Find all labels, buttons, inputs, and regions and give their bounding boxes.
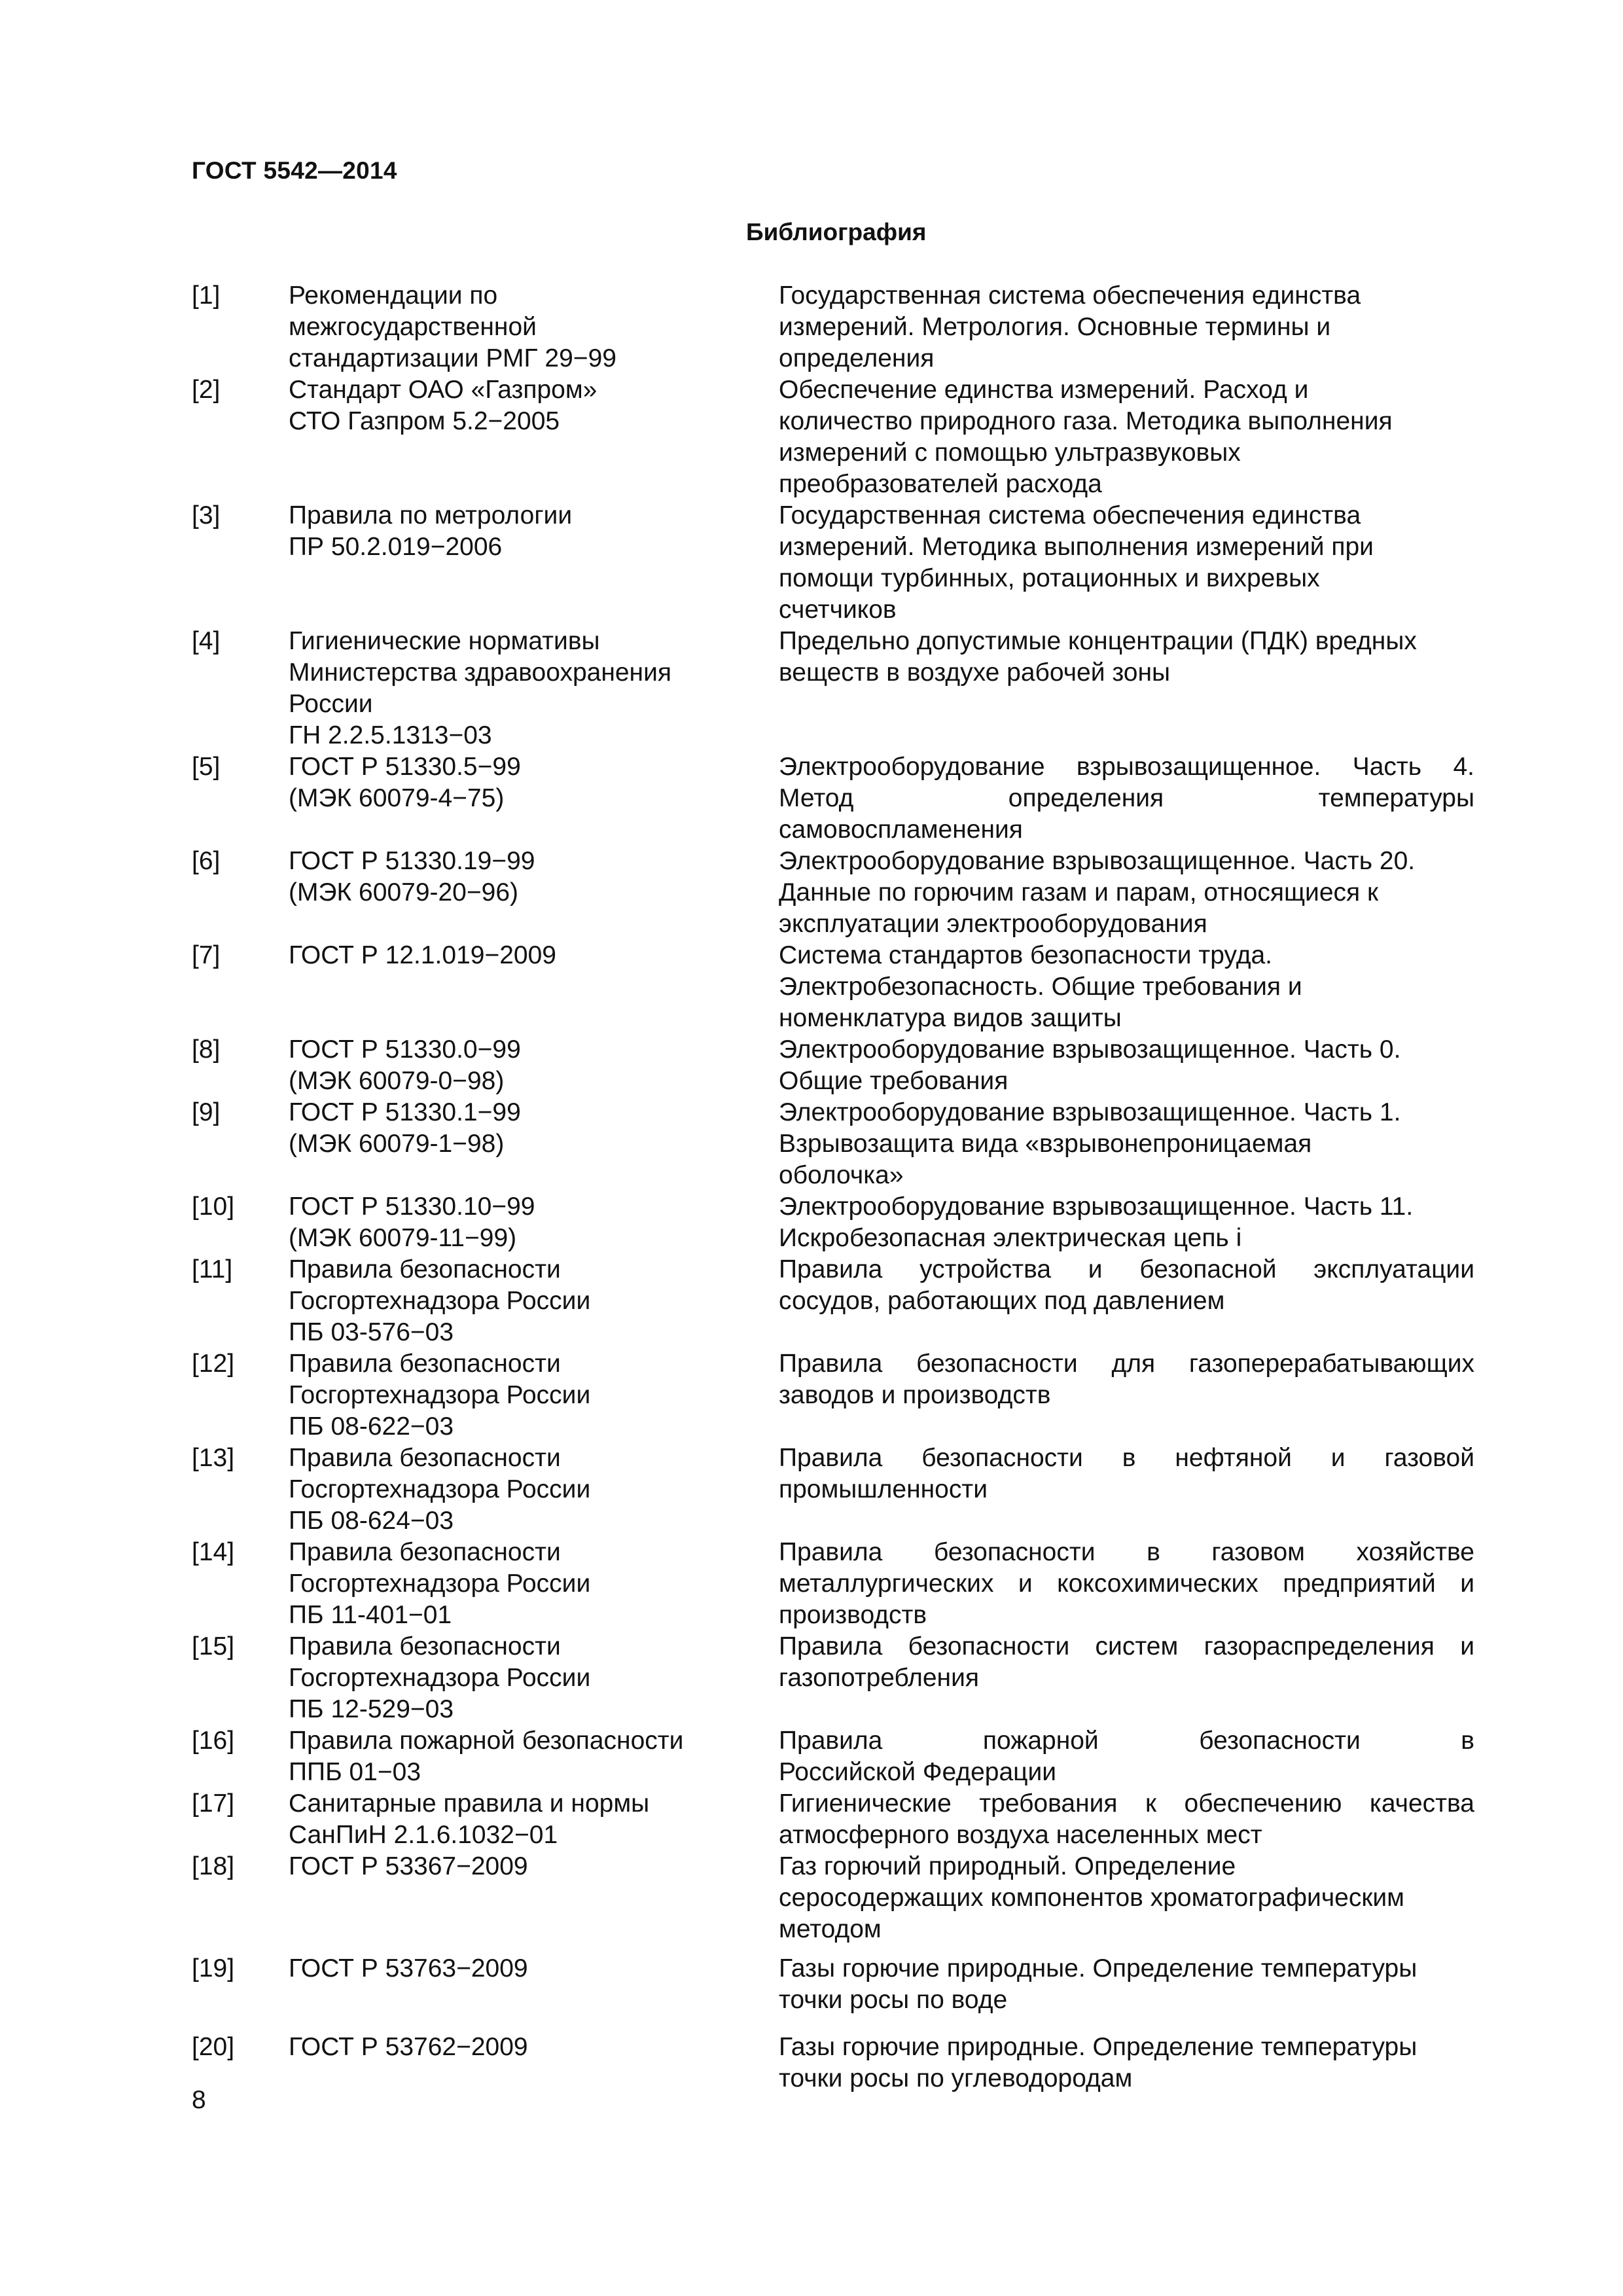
entry-description [779, 1348, 1474, 1411]
entry-description-line: Правила безопасности в нефтяной и газовой [779, 1444, 1474, 1472]
entry-number: [4] [192, 627, 221, 655]
bibliography-entry [192, 1953, 1474, 2032]
entry-source-line: Правила безопасности [289, 1538, 561, 1566]
entry-number: [20] [192, 2033, 235, 2061]
entry-description [779, 1851, 1474, 1945]
entry-description [779, 374, 1474, 500]
entry-source-line: Правила безопасности [289, 1350, 561, 1378]
entry-description [779, 1034, 1474, 1097]
entry-description-line: заводов и производств [779, 1381, 1051, 1409]
entry-description-line: Электрооборудование взрывозащищенное. Часть 1. [779, 1098, 1401, 1126]
bibliography-entry [192, 1631, 1474, 1725]
bibliography-entry [192, 1443, 1474, 1537]
entry-description [779, 280, 1474, 374]
bibliography-entry [192, 1725, 1474, 1788]
bibliography-entry [192, 1254, 1474, 1348]
entry-description-line: Государственная система обеспечения единства [779, 501, 1361, 529]
entry-number: [16] [192, 1727, 235, 1755]
entry-description [779, 626, 1474, 689]
entry-number: [6] [192, 847, 221, 875]
entry-source-line: России [289, 690, 373, 718]
entry-number: [8] [192, 1035, 221, 1064]
entry-source-line: ППБ 01−03 [289, 1758, 421, 1786]
entry-description-line: эксплуатации электрооборудования [779, 910, 1207, 938]
entry-number: [18] [192, 1852, 235, 1880]
entry-source-line: ПР 50.2.019−2006 [289, 533, 503, 561]
entry-source-line: ГОСТ Р 51330.1−99 [289, 1098, 521, 1126]
entry-description-line: Система стандартов безопасности труда. [779, 941, 1272, 969]
section-title: Библиография [746, 219, 927, 245]
entry-description-line: точки росы по углеводородам [779, 2064, 1133, 2092]
entry-number: [15] [192, 1632, 235, 1660]
entry-source-line: стандартизации РМГ 29−99 [289, 344, 616, 372]
entry-source-line: ПБ 08-622−03 [289, 1412, 454, 1441]
entry-source-line: ПБ 08-624−03 [289, 1507, 454, 1535]
entry-source-line: ГН 2.2.5.1313−03 [289, 721, 492, 749]
entry-description-line: Электрооборудование взрывозащищенное. Часть 0. [779, 1035, 1401, 1064]
bibliography-entry [192, 626, 1474, 751]
entry-description-line: измерений. Метрология. Основные термины и [779, 313, 1331, 341]
entry-source-line: Гигиенические нормативы [289, 627, 600, 655]
bibliography-entry [192, 1097, 1474, 1191]
entry-description-line: самовоспламенения [779, 816, 1023, 844]
entry-description-line: Электрооборудование взрывозащищенное. Часть 4. [779, 753, 1474, 781]
entry-description-line: количество природного газа. Методика выполнения [779, 407, 1393, 435]
page-number: 8 [192, 2086, 206, 2114]
entry-description-line: Российской Федерации [779, 1758, 1057, 1786]
entry-description-line: атмосферного воздуха населенных мест [779, 1821, 1262, 1849]
entry-number: [17] [192, 1789, 235, 1818]
entry-description-line: Газы горючие природные. Определение температуры [779, 1954, 1418, 1982]
bibliography-entry [192, 846, 1474, 940]
entry-source-line: Госгортехнадзора России [289, 1287, 591, 1315]
entry-source-line: Госгортехнадзора России [289, 1570, 591, 1598]
entry-number: [5] [192, 753, 221, 781]
entry-description-line: Правила безопасности для газоперерабатывающих [779, 1350, 1474, 1378]
entry-source-line: ПБ 11-401−01 [289, 1601, 452, 1629]
entry-source-line: ПБ 12-529−03 [289, 1695, 454, 1723]
entry-source-line: Госгортехнадзора России [289, 1475, 591, 1503]
entry-number: [7] [192, 941, 221, 969]
entry-description-line: номенклатура видов защиты [779, 1004, 1122, 1032]
entry-description [779, 1953, 1474, 2016]
bibliography-entry [192, 940, 1474, 1034]
bibliography-entry [192, 1191, 1474, 1254]
entry-description-line: Государственная система обеспечения единства [779, 281, 1361, 310]
entry-number: [1] [192, 281, 221, 310]
entry-description-line: промышленности [779, 1475, 988, 1503]
entry-description-line: производств [779, 1601, 927, 1629]
entry-description-line: газопотребления [779, 1664, 979, 1692]
entry-source-line: Госгортехнадзора России [289, 1381, 591, 1409]
entry-description-line: преобразователей расхода [779, 470, 1102, 498]
bibliography-entry [192, 500, 1474, 626]
entry-description [779, 1725, 1474, 1788]
bibliography-entry [192, 374, 1474, 500]
entry-description [779, 1631, 1474, 1694]
entry-description-line: счетчиков [779, 596, 897, 624]
bibliography-list [192, 280, 1474, 2094]
entry-number: [9] [192, 1098, 221, 1126]
entry-description [779, 940, 1474, 1034]
entry-source-line: Стандарт ОАО «Газпром» [289, 376, 597, 404]
bibliography-entry [192, 1788, 1474, 1851]
entry-description-line: помощи турбинных, ротационных и вихревых [779, 564, 1320, 592]
entry-description [779, 1537, 1474, 1631]
entry-description-line: Данные по горючим газам и парам, относящиеся к [779, 878, 1379, 906]
entry-source-line: ГОСТ Р 53763−2009 [289, 1954, 528, 1982]
entry-description [779, 1097, 1474, 1191]
entry-source-line: Правила по метрологии [289, 501, 573, 529]
entry-number: [11] [192, 1255, 233, 1283]
entry-source-line: Правила пожарной безопасности [289, 1727, 684, 1755]
entry-number: [3] [192, 501, 221, 529]
entry-description-line: Метод определения температуры [779, 784, 1474, 812]
entry-description-line: Газы горючие природные. Определение температуры [779, 2033, 1418, 2061]
document-header: ГОСТ 5542—2014 [192, 157, 397, 184]
entry-description-line: Обеспечение единства измерений. Расход и [779, 376, 1309, 404]
entry-description-line: методом [779, 1915, 882, 1943]
entry-description-line: веществ в воздухе рабочей зоны [779, 658, 1171, 687]
entry-source-line: Правила безопасности [289, 1255, 561, 1283]
entry-source-line: Госгортехнадзора России [289, 1664, 591, 1692]
entry-number: [2] [192, 376, 221, 404]
entry-description-line: Электробезопасность. Общие требования и [779, 973, 1302, 1001]
entry-description-line: Электрооборудование взрывозащищенное. Часть 11. [779, 1193, 1414, 1221]
entry-description-line: Правила пожарной безопасности в [779, 1727, 1474, 1755]
entry-description-line: измерений с помощью ультразвуковых [779, 439, 1241, 467]
bibliography-entry [192, 1851, 1474, 1953]
entry-description [779, 1191, 1474, 1254]
entry-description-line: Правила безопасности в газовом хозяйстве [779, 1538, 1474, 1566]
entry-description [779, 2032, 1474, 2094]
entry-description-line: Искробезопасная электрическая цепь i [779, 1224, 1242, 1252]
entry-description-line: Правила устройства и безопасной эксплуатации [779, 1255, 1474, 1283]
entry-source-line: СанПиН 2.1.6.1032−01 [289, 1821, 558, 1849]
bibliography-entry [192, 2032, 1474, 2094]
entry-number: [12] [192, 1350, 235, 1378]
entry-description-line: Предельно допустимые концентрации (ПДК) вредных [779, 627, 1417, 655]
entry-description-line: Гигиенические требования к обеспечению качества [779, 1789, 1474, 1818]
entry-source-line: Министерства здравоохранения [289, 658, 671, 687]
entry-source-line: СТО Газпром 5.2−2005 [289, 407, 560, 435]
entry-description-line: измерений. Методика выполнения измерений при [779, 533, 1374, 561]
entry-number: [13] [192, 1444, 235, 1472]
entry-description-line: точки росы по воде [779, 1986, 1008, 2014]
entry-number: [10] [192, 1193, 235, 1221]
entry-description [779, 1788, 1474, 1851]
entry-description [779, 751, 1474, 846]
bibliography-entry [192, 751, 1474, 846]
entry-description-line: оболочка» [779, 1161, 904, 1189]
entry-description [779, 1254, 1474, 1317]
entry-description-line: Общие требования [779, 1067, 1008, 1095]
entry-description-line: Взрывозащита вида «взрывонепроницаемая [779, 1130, 1312, 1158]
entry-description [779, 500, 1474, 626]
entry-source-line: ПБ 03-576−03 [289, 1318, 454, 1346]
entry-source-line: (МЭК 60079-11−99) [289, 1224, 517, 1252]
entry-source-line: Рекомендации по [289, 281, 498, 310]
entry-description-line: металлургических и коксохимических предприятий и [779, 1570, 1474, 1598]
bibliography-entry [192, 1348, 1474, 1443]
entry-description-line: Газ горючий природный. Определение [779, 1852, 1236, 1880]
bibliography-entry [192, 1034, 1474, 1097]
entry-description-line: Правила безопасности систем газораспределения и [779, 1632, 1474, 1660]
entry-source-line: (МЭК 60079-20−96) [289, 878, 519, 906]
entry-description-line: Электрооборудование взрывозащищенное. Часть 20. [779, 847, 1416, 875]
entry-source-line: межгосударственной [289, 313, 537, 341]
entry-source-line: ГОСТ Р 12.1.019−2009 [289, 941, 556, 969]
entry-number: [14] [192, 1538, 235, 1566]
entry-source-line: ГОСТ Р 53367−2009 [289, 1852, 528, 1880]
entry-source-line: (МЭК 60079-4−75) [289, 784, 505, 812]
bibliography-entry [192, 1537, 1474, 1631]
entry-source-line: Правила безопасности [289, 1632, 561, 1660]
entry-source-line: Правила безопасности [289, 1444, 561, 1472]
entry-source-line: ГОСТ Р 51330.19−99 [289, 847, 535, 875]
entry-source-line: ГОСТ Р 51330.5−99 [289, 753, 521, 781]
entry-description-line: серосодержащих компонентов хроматографическим [779, 1884, 1404, 1912]
entry-source-line: ГОСТ Р 51330.10−99 [289, 1193, 535, 1221]
bibliography-entry [192, 280, 1474, 374]
entry-description [779, 1443, 1474, 1505]
entry-description-line: сосудов, работающих под давлением [779, 1287, 1225, 1315]
entry-source-line: ГОСТ Р 51330.0−99 [289, 1035, 521, 1064]
entry-source-line: (МЭК 60079-0−98) [289, 1067, 505, 1095]
entry-source-line: Санитарные правила и нормы [289, 1789, 650, 1818]
entry-description [779, 846, 1474, 940]
entry-source-line: (МЭК 60079-1−98) [289, 1130, 505, 1158]
entry-description-line: определения [779, 344, 935, 372]
entry-number: [19] [192, 1954, 235, 1982]
entry-source-line: ГОСТ Р 53762−2009 [289, 2033, 528, 2061]
